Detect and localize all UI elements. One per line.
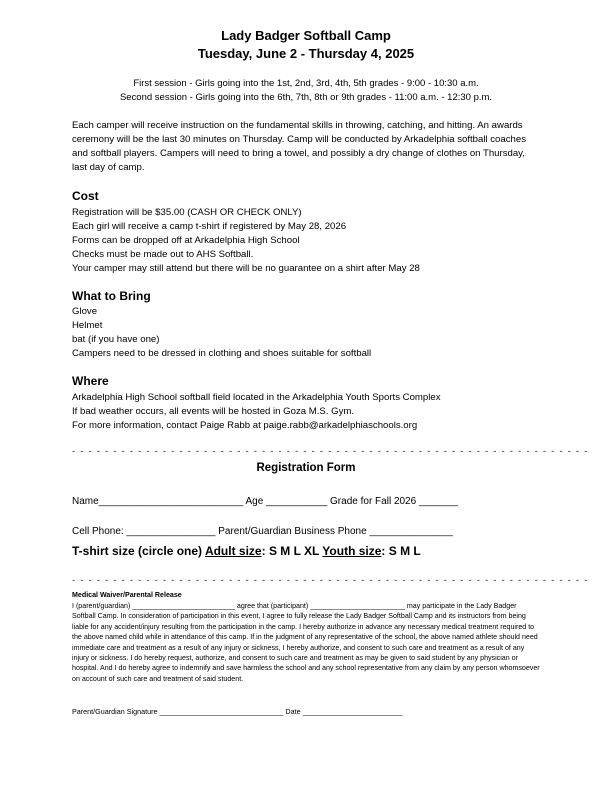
tshirt-prefix: T-shirt size (circle one)	[72, 544, 205, 558]
registration-row-name[interactable]: Name__________________________ Age ___________ Grade for Fall 2026 _______	[72, 496, 458, 507]
bring-line: Campers need to be dressed in clothing and shoes suitable for softball	[72, 348, 372, 359]
cut-line-separator: - - - - - - - - - - - - - - - - - - - - - - - - - - - - - - - - - - - - - - - - - - - - - - - - - - - - - - - - - - - - - - -	[72, 575, 589, 586]
bring-line: Glove	[72, 306, 98, 317]
where-line: Arkadelphia High School softball field located in the Arkadelphia Youth Sports Complex	[72, 392, 441, 403]
cost-line: Each girl will receive a camp t-shirt if registered by May 28, 2026	[72, 221, 347, 232]
bring-line: Helmet	[72, 320, 103, 331]
cut-line-separator: - - - - - - - - - - - - - - - - - - - - - - - - - - - - - - - - - - - - - - - - - - - - - - - - - - - - - - - - - - - - - - -	[72, 446, 589, 457]
cost-line: Checks must be made out to AHS Softball.	[72, 249, 254, 260]
waiver-title: Medical Waiver/Parental Release	[72, 591, 182, 599]
where-line: If bad weather occurs, all events will be hosted in Goza M.S. Gym.	[72, 406, 355, 417]
cost-line: Registration will be $35.00 (CASH OR CHECK ONLY)	[72, 207, 302, 218]
cost-line: Forms can be dropped off at Arkadelphia High School	[72, 235, 300, 246]
camp-title: Lady Badger Softball Camp	[221, 28, 391, 43]
session-second: Second session - Girls going into the 6th, 7th, 8th or 9th grades - 11:00 a.m. - 12:30 p.m.	[119, 92, 493, 103]
where-line: For more information, contact Paige Rabb at paige.rabb@arkadelphiaschools.org	[72, 420, 418, 431]
youth-size-label: Youth size	[322, 544, 382, 558]
waiver-text: I (parent/guardian) __________________________ agree that (participant) ________________________ may participate in the Lady Badger Softball Camp. In consideration of participation in this event, I agree to fully release the Lady Badger Softball Camp and its instructors from being liable for any accident/injury resulting from the participation in the camp. I hereby authorize in advance any necessary medical treatment required to the above named child while in attendance of this camp. If in the judgment of any representative of the school, the above named athlete should need immediate care and treatment as a result of any injury or sickness, I hereby authorize, and consent to such care and treatment as a result of any injury or sickness. I do hereby request, authorize, and consent to such care and treatment as may be given to said student by any physician or hospital. And I do hereby agree to indemnify and save harmless the school and any school representative from any claim by any person whomsoever on account of such care and treatment of said student.	[72, 602, 540, 683]
adult-size-options[interactable]: : S M L XL	[261, 544, 323, 558]
adult-size-label: Adult size	[204, 544, 262, 558]
registration-title: Registration Form	[256, 462, 356, 474]
registration-row-phone[interactable]: Cell Phone: ________________ Parent/Guardian Business Phone _______________	[72, 526, 453, 537]
tshirt-size-line[interactable]	[72, 544, 421, 558]
cost-line: Your camper may still attend but there will be no guarantee on a shirt after May 28	[72, 263, 420, 274]
where-heading: Where	[72, 374, 109, 388]
youth-size-options[interactable]: : S M L	[381, 544, 421, 558]
cost-heading: Cost	[72, 189, 99, 203]
bring-heading: What to Bring	[72, 289, 151, 303]
bring-line: bat (if you have one)	[72, 334, 160, 345]
signature-line[interactable]: Parent/Guardian Signature _______________________________ Date _________________________	[72, 707, 403, 716]
session-first: First session - Girls going into the 1st, 2nd, 3rd, 4th, 5th grades - 9:00 - 10:30 a.m.	[133, 78, 479, 89]
intro-paragraph: Each camper will receive instruction on the fundamental skills in throwing, catching, and hitting. An awards ceremony will be the last 30 minutes on Thursday. Camp will be conducted by Arkadelphia softball coaches and softball players. Campers will need to bring a towel, and possibly a dry change of clothes on Thursday, last day of camp.	[72, 120, 526, 173]
camp-dates: Tuesday, June 2 - Thursday 4, 2025	[197, 46, 415, 61]
